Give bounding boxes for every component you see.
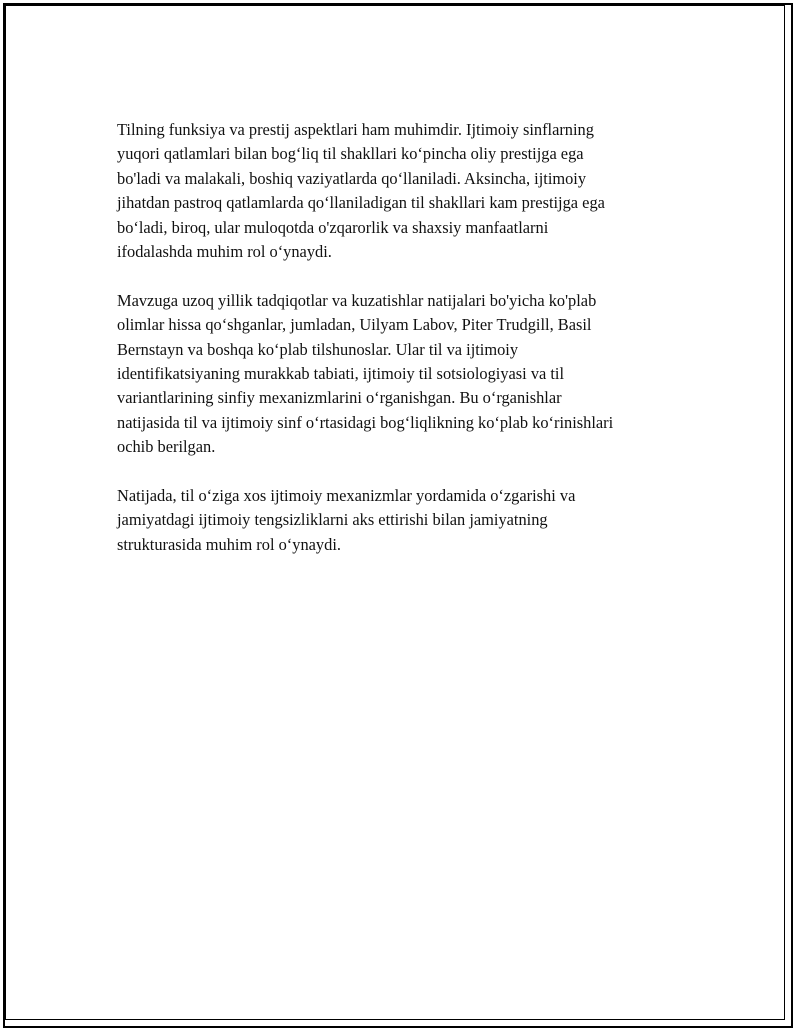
text-line: bo‘ladi, biroq, ular muloqotda o'zqarorlik va shaxsiy manfaatlarni: [117, 217, 549, 237]
text-line: Tilning funksiya va prestij aspektlari ham muhimdir. Ijtimoiy sinflarning: [117, 120, 594, 139]
text-line: ifodalashda muhim rol o‘ynaydi.: [117, 242, 332, 262]
text-line: yuqori qatlamlari bilan bog‘liq til shakllari ko‘pincha oliy prestijga ega: [117, 144, 584, 164]
text-line: Natijada, til o‘ziga xos ijtimoiy mexanizmlar yordamida o‘zgarishi va: [117, 486, 576, 506]
text-line: Bernstayn va boshqa ko‘plab tilshunoslar. Ular til va ijtimoiy: [117, 339, 519, 359]
paragraph-1: [117, 118, 683, 264]
text-line: jamiyatdagi ijtimoiy tengsizliklarni aks ettirishi bilan jamiyatning: [117, 510, 548, 530]
text-line: strukturasida muhim rol o‘ynaydi.: [117, 534, 341, 554]
text-line: jihatdan pastroq qatlamlarda qo‘llaniladigan til shakllari kam prestijga ega: [117, 193, 605, 213]
text-line: olimlar hissa qo‘shganlar, jumladan, Uilyam Labov, Piter Trudgill, Basil: [117, 315, 592, 335]
paragraph-3: [117, 484, 683, 557]
text-line: bo'ladi va malakali, boshiq vaziyatlarda qo‘llaniladi. Aksincha, ijtimoiy: [117, 168, 587, 188]
paragraph-2: [117, 289, 683, 460]
text-line: Mavzuga uzoq yillik tadqiqotlar va kuzatishlar natijalari bo'yicha ko'plab: [117, 290, 597, 310]
text-line: identifikatsiyaning murakkab tabiati, ijtimoiy til sotsiologiyasi va til: [117, 364, 565, 384]
text-line: ochib berilgan.: [117, 437, 216, 457]
document-body: [117, 118, 683, 582]
text-line: variantlarining sinfiy mexanizmlarini o‘rganishgan. Bu o‘rganishlar: [117, 388, 562, 408]
text-line: natijasida til va ijtimoiy sinf o‘rtasidagi bog‘liqlikning ko‘plab ko‘rinishlari: [117, 412, 614, 432]
